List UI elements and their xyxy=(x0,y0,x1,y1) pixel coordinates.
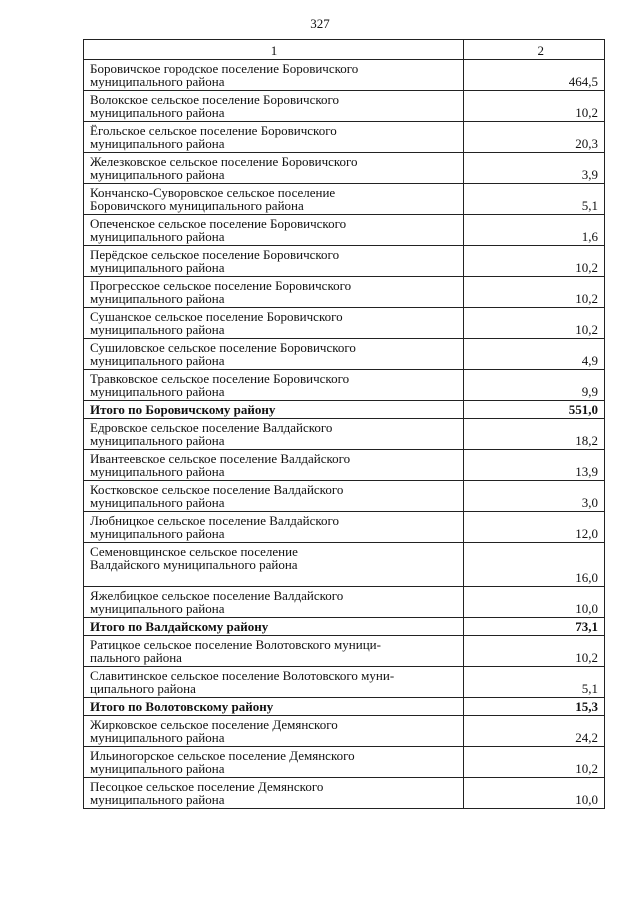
settlement-name-cell xyxy=(84,122,464,153)
settlement-name-cell xyxy=(84,60,464,91)
table-row xyxy=(84,778,605,809)
settlement-name-line: Итого по Боровичскому району xyxy=(90,402,276,417)
amount-cell: 10,2 xyxy=(464,277,605,308)
settlement-name-line: муниципального района xyxy=(90,291,225,306)
table-row xyxy=(84,419,605,450)
settlement-name-cell xyxy=(84,587,464,618)
amount-cell: 10,2 xyxy=(464,91,605,122)
table-header-row xyxy=(84,40,605,60)
budget-table xyxy=(83,39,605,809)
amount-cell: 15,3 xyxy=(464,698,605,716)
amount-cell: 73,1 xyxy=(464,618,605,636)
amount-cell: 10,2 xyxy=(464,246,605,277)
table-row xyxy=(84,91,605,122)
settlement-name-line: Ильиногорское сельское поселение Демянского xyxy=(90,748,355,763)
table-row xyxy=(84,339,605,370)
table-row xyxy=(84,512,605,543)
settlement-name-line: муниципального района xyxy=(90,792,225,807)
settlement-name-cell xyxy=(84,636,464,667)
amount-cell: 1,6 xyxy=(464,215,605,246)
settlement-name-line: Железковское сельское поселение Боровичского xyxy=(90,154,358,169)
settlement-name-line xyxy=(90,571,458,584)
settlement-name-cell xyxy=(84,246,464,277)
amount-cell: 10,2 xyxy=(464,308,605,339)
settlement-name-line: Ёгольское сельское поселение Боровичского xyxy=(90,123,337,138)
settlement-name-line: муниципального района xyxy=(90,322,225,337)
settlement-name-cell xyxy=(84,419,464,450)
settlement-name-cell xyxy=(84,370,464,401)
settlement-name-line: Сушиловское сельское поселение Боровичского xyxy=(90,340,356,355)
settlement-name-line: муниципального района xyxy=(90,601,225,616)
settlement-name-cell xyxy=(84,339,464,370)
settlement-name-cell xyxy=(84,618,464,636)
settlement-name-cell xyxy=(84,778,464,809)
settlement-name-line: Едровское сельское поселение Валдайского xyxy=(90,420,333,435)
table-row xyxy=(84,370,605,401)
settlement-name-line: пального района xyxy=(90,650,182,665)
amount-cell: 10,0 xyxy=(464,587,605,618)
settlement-name-line: Перёдское сельское поселение Боровичского xyxy=(90,247,340,262)
table-row xyxy=(84,587,605,618)
settlement-name-line: муниципального района xyxy=(90,761,225,776)
settlement-name-cell xyxy=(84,308,464,339)
settlement-name-line: Опеченское сельское поселение Боровичского xyxy=(90,216,347,231)
amount-cell: 10,2 xyxy=(464,747,605,778)
settlement-name-line: муниципального района xyxy=(90,229,225,244)
settlement-name-cell xyxy=(84,512,464,543)
settlement-name-line: муниципального района xyxy=(90,526,225,541)
settlement-name-cell xyxy=(84,698,464,716)
settlement-name-line: Сушанское сельское поселение Боровичского xyxy=(90,309,343,324)
settlement-name-cell xyxy=(84,184,464,215)
settlement-name-line: Итого по Волотовскому району xyxy=(90,699,274,714)
table-body xyxy=(84,60,605,809)
settlement-name-cell xyxy=(84,450,464,481)
amount-cell: 13,9 xyxy=(464,450,605,481)
settlement-name-line: муниципального района xyxy=(90,353,225,368)
settlement-name-line: Любницкое сельское поселение Валдайского xyxy=(90,513,340,528)
settlement-name-cell xyxy=(84,481,464,512)
amount-cell: 10,2 xyxy=(464,636,605,667)
table-row xyxy=(84,481,605,512)
settlement-name-line: Песоцкое сельское поселение Демянского xyxy=(90,779,324,794)
table-total-row xyxy=(84,401,605,419)
settlement-name-line: муниципального района xyxy=(90,464,225,479)
settlement-name-line: Боровичского муниципального района xyxy=(90,198,304,213)
settlement-name-cell xyxy=(84,215,464,246)
table-row xyxy=(84,246,605,277)
amount-cell: 20,3 xyxy=(464,122,605,153)
settlement-name-cell xyxy=(84,667,464,698)
amount-cell: 16,0 xyxy=(464,543,605,587)
table-row xyxy=(84,277,605,308)
page-number: 327 xyxy=(310,16,330,31)
amount-cell: 3,0 xyxy=(464,481,605,512)
amount-cell: 551,0 xyxy=(464,401,605,419)
settlement-name-line: муниципального района xyxy=(90,136,225,151)
amount-cell: 24,2 xyxy=(464,716,605,747)
amount-cell: 5,1 xyxy=(464,184,605,215)
table-total-row xyxy=(84,618,605,636)
amount-cell: 9,9 xyxy=(464,370,605,401)
settlement-name-line: Яжелбицкое сельское поселение Валдайского xyxy=(90,588,344,603)
settlement-name-line: Семеновщинское сельское поселение xyxy=(90,544,298,559)
settlement-name-line: Итого по Валдайскому району xyxy=(90,619,269,634)
settlement-name-line: Волокское сельское поселение Боровичского xyxy=(90,92,340,107)
settlement-name-cell xyxy=(84,91,464,122)
table-row xyxy=(84,716,605,747)
settlement-name-line: муниципального района xyxy=(90,433,225,448)
settlement-name-line: муниципального района xyxy=(90,495,225,510)
table-row xyxy=(84,308,605,339)
table-row xyxy=(84,636,605,667)
settlement-name-line: муниципального района xyxy=(90,74,225,89)
amount-cell: 464,5 xyxy=(464,60,605,91)
settlement-name-line: Славитинское сельское поселение Волотовского муни- xyxy=(90,668,395,683)
settlement-name-line: Ратицкое сельское поселение Волотовского муници- xyxy=(90,637,381,652)
settlement-name-line: Ивантеевское сельское поселение Валдайского xyxy=(90,451,351,466)
settlement-name-line: Жирковское сельское поселение Демянского xyxy=(90,717,338,732)
settlement-name-cell xyxy=(84,747,464,778)
amount-cell: 10,0 xyxy=(464,778,605,809)
settlement-name-line: муниципального района xyxy=(90,730,225,745)
amount-cell: 4,9 xyxy=(464,339,605,370)
table-row xyxy=(84,153,605,184)
settlement-name-cell xyxy=(84,277,464,308)
settlement-name-line: Прогресское сельское поселение Боровичского xyxy=(90,278,352,293)
settlement-name-cell xyxy=(84,153,464,184)
amount-cell: 18,2 xyxy=(464,419,605,450)
settlement-name-cell xyxy=(84,716,464,747)
amount-cell: 3,9 xyxy=(464,153,605,184)
settlement-name-cell xyxy=(84,543,464,587)
table-row xyxy=(84,215,605,246)
table-row xyxy=(84,450,605,481)
settlement-name-line: муниципального района xyxy=(90,105,225,120)
table-row xyxy=(84,184,605,215)
table-row xyxy=(84,60,605,91)
table-row xyxy=(84,667,605,698)
settlement-name-line: Костковское сельское поселение Валдайского xyxy=(90,482,344,497)
table-total-row xyxy=(84,698,605,716)
amount-cell: 12,0 xyxy=(464,512,605,543)
column-header-2: 2 xyxy=(464,40,605,60)
table-row xyxy=(84,747,605,778)
settlement-name-line: Боровичское городское поселение Боровичского xyxy=(90,61,359,76)
table-row xyxy=(84,543,605,587)
settlement-name-line: Травковское сельское поселение Боровичского xyxy=(90,371,350,386)
settlement-name-line: муниципального района xyxy=(90,384,225,399)
settlement-name-line: ципального района xyxy=(90,681,196,696)
column-header-1: 1 xyxy=(84,40,464,60)
table-row xyxy=(84,122,605,153)
settlement-name-line: Кончанско-Суворовское сельское поселение xyxy=(90,185,336,200)
settlement-name-line: муниципального района xyxy=(90,167,225,182)
settlement-name-line: муниципального района xyxy=(90,260,225,275)
settlement-name-line: Валдайского муниципального района xyxy=(90,557,298,572)
amount-cell: 5,1 xyxy=(464,667,605,698)
settlement-name-cell xyxy=(84,401,464,419)
